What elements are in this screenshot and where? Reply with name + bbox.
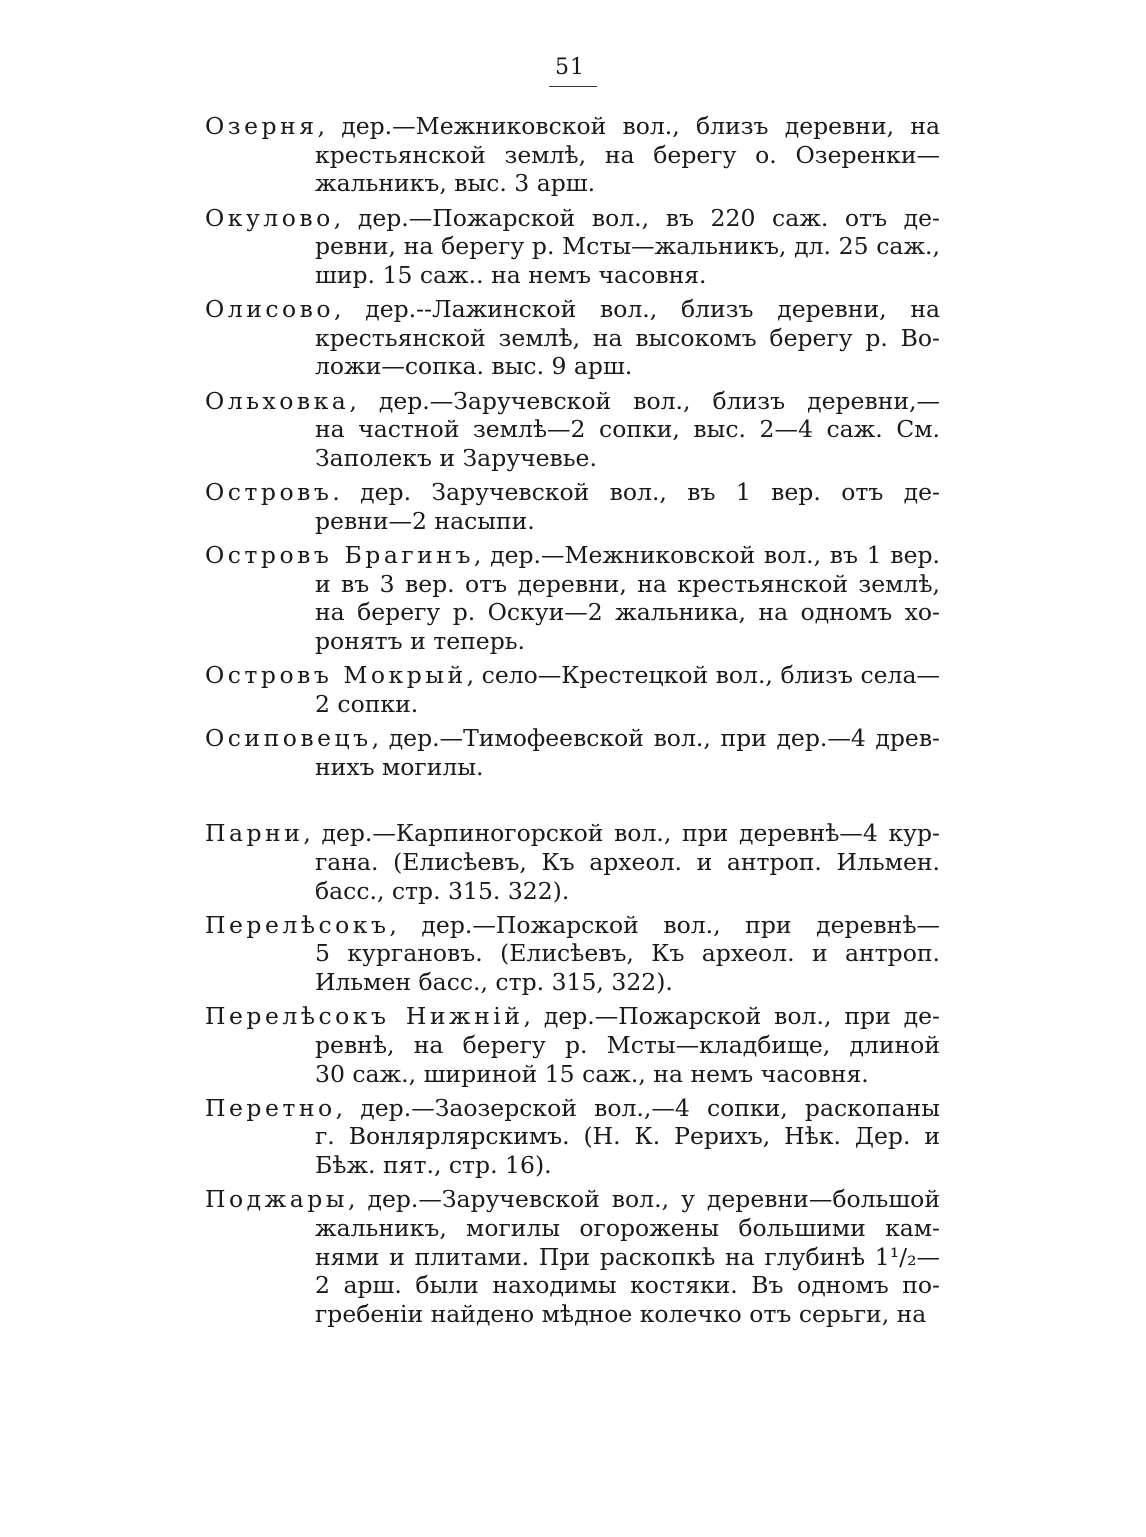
entry-line bbox=[205, 1002, 940, 1031]
entry-line bbox=[205, 939, 940, 968]
gazetteer-entry bbox=[205, 204, 940, 290]
entry-text: на частной землѣ—2 сопки, выс. 2—4 саж. См. bbox=[315, 415, 940, 444]
entry-line bbox=[205, 507, 940, 536]
entry-line bbox=[205, 1300, 940, 1329]
entry-text: ложи—сопка. выс. 9 арш. bbox=[315, 352, 633, 381]
entry-text: , дер.—Пожарской вол., при деревнѣ— bbox=[389, 910, 940, 939]
entry-text: нихъ могилы. bbox=[315, 752, 484, 781]
entry-line bbox=[205, 661, 940, 690]
entry-line bbox=[205, 295, 940, 324]
entry-text: на берегу р. Оскуи—2 жальника, на одномъ хо- bbox=[315, 598, 940, 627]
entry-text: гребеніи найдено мѣдное колечко отъ серьги, на bbox=[315, 1300, 927, 1329]
gazetteer-entry bbox=[205, 661, 940, 718]
entry-text: г. Вонлярлярскимъ. (Н. К. Рерихъ, Нѣк. Дер. и bbox=[315, 1122, 940, 1151]
entry-line bbox=[205, 232, 940, 261]
entry-text: Ильмен басс., стр. 315, 322). bbox=[315, 968, 673, 997]
entry-text: и въ 3 вер. отъ деревни, на крестьянской землѣ, bbox=[315, 569, 940, 598]
entry-line bbox=[205, 204, 940, 233]
entry-headword: Осиповецъ bbox=[205, 723, 372, 752]
entry-line bbox=[205, 261, 940, 290]
entry-line bbox=[205, 1122, 940, 1151]
entry-line bbox=[205, 169, 940, 198]
entry-line bbox=[205, 627, 940, 656]
entry-text: ревнѣ, на берегу р. Мсты—кладбище, длиной bbox=[315, 1030, 940, 1059]
entry-line bbox=[205, 753, 940, 782]
entry-text: ревни, на берегу р. Мсты—жальникъ, дл. 25 саж., bbox=[315, 232, 940, 261]
entry-headword: Ольховка bbox=[205, 386, 350, 415]
entry-text: гана. (Елисѣевъ, Къ археол. и антроп. Ильмен. bbox=[315, 847, 940, 876]
entry-text: крестьянской землѣ, на берегу о. Озеренки— bbox=[315, 140, 940, 169]
page-number-rule bbox=[549, 86, 597, 87]
entry-line bbox=[205, 724, 940, 753]
gazetteer-entry bbox=[205, 295, 940, 381]
entry-line bbox=[205, 1243, 940, 1272]
entry-text: жальникъ, могилы огорожены большими кам- bbox=[315, 1213, 940, 1242]
entry-text: Бѣж. пят., стр. 16). bbox=[315, 1151, 552, 1180]
entry-text: 30 саж., шириной 15 саж., на немъ часовня. bbox=[315, 1059, 869, 1088]
entry-text: , село—Крестецкой вол., близъ села— bbox=[466, 661, 940, 689]
entry-text: 5 кургановъ. (Елисѣевъ, Къ археол. и антроп. bbox=[315, 939, 940, 968]
entry-line bbox=[205, 324, 940, 353]
entry-text: , дер.—Карпиногорской вол., при деревнѣ—4 кур- bbox=[303, 819, 940, 848]
entry-headword: Перетно bbox=[205, 1093, 336, 1122]
entry-text: 2 сопки. bbox=[315, 689, 419, 718]
entry-text: , дер.—Пожарской вол., при де- bbox=[523, 1002, 940, 1031]
entry-headword: Островъ Мокрый bbox=[205, 661, 467, 689]
page-number: 51 bbox=[555, 55, 585, 80]
gazetteer-entry bbox=[205, 1094, 940, 1180]
gazetteer-entry bbox=[205, 478, 940, 535]
gazetteer-entries bbox=[205, 112, 940, 1334]
entry-line bbox=[205, 1151, 940, 1180]
entry-line bbox=[205, 690, 940, 719]
entry-line bbox=[205, 541, 940, 570]
entry-line bbox=[205, 1271, 940, 1300]
entry-line bbox=[205, 1214, 940, 1243]
entry-line bbox=[205, 968, 940, 997]
entry-headword: Озерня bbox=[205, 112, 318, 140]
entry-text: жальникъ, выс. 3 арш. bbox=[315, 169, 596, 198]
entry-text: , дер.—Межниковской вол., близъ деревни, на bbox=[317, 112, 940, 140]
gazetteer-entry bbox=[205, 541, 940, 656]
entry-text: . дер. Заручевской вол., въ 1 вер. отъ де- bbox=[332, 478, 940, 506]
entry-line bbox=[205, 1185, 940, 1214]
gazetteer-entry bbox=[205, 112, 940, 198]
gazetteer-entry bbox=[205, 911, 940, 997]
entry-text: Заполекъ и Заручевье. bbox=[315, 443, 597, 472]
entry-text: , дер.—Пожарской вол., въ 220 саж. отъ де- bbox=[333, 203, 940, 232]
entry-headword: Поджары bbox=[205, 1185, 348, 1214]
entry-line bbox=[205, 1060, 940, 1089]
entry-headword: Островъ bbox=[205, 478, 333, 506]
entry-line bbox=[205, 352, 940, 381]
entry-headword: Перелѣсокъ Нижній bbox=[205, 1002, 524, 1031]
entry-text: крестьянской землѣ, на высокомъ берегу р. Во- bbox=[315, 323, 940, 352]
entry-line bbox=[205, 415, 940, 444]
entry-line bbox=[205, 1031, 940, 1060]
entry-line bbox=[205, 570, 940, 599]
entry-line bbox=[205, 819, 940, 848]
entry-text: , дер.—Межниковской вол., въ 1 вер. bbox=[473, 540, 940, 569]
entry-text: , дер.—Тимофеевской вол., при дер.—4 древ- bbox=[371, 723, 940, 752]
entry-text: ронятъ и теперь. bbox=[315, 626, 526, 655]
entry-headword: Островъ Брагинъ bbox=[205, 540, 474, 569]
entry-line bbox=[205, 112, 940, 141]
entry-headword: Окулово bbox=[205, 203, 334, 232]
gazetteer-entry bbox=[205, 387, 940, 473]
entry-text: , дер.--Лажинской вол., близъ деревни, на bbox=[334, 295, 940, 323]
entry-text: 2 арш. были находимы костяки. Въ одномъ по- bbox=[315, 1271, 940, 1300]
entry-line bbox=[205, 848, 940, 877]
entry-headword: Олисово bbox=[205, 295, 335, 323]
entry-line bbox=[205, 598, 940, 627]
entry-text: , дер.—Заозерской вол.,—4 сопки, раскопаны bbox=[335, 1093, 940, 1122]
entry-text: нями и плитами. При раскопкѣ на глубинѣ 1¹/₂— bbox=[315, 1242, 940, 1271]
entry-text: , дер.—Заручевской вол., близъ деревни,— bbox=[349, 386, 940, 415]
entry-line bbox=[205, 141, 940, 170]
entry-text: , дер.—Заручевской вол., у деревни—большой bbox=[348, 1185, 940, 1214]
entry-line bbox=[205, 387, 940, 416]
gazetteer-entry bbox=[205, 724, 940, 781]
entry-line bbox=[205, 1094, 940, 1123]
entry-headword: Парни bbox=[205, 819, 304, 848]
entry-line bbox=[205, 478, 940, 507]
gazetteer-entry bbox=[205, 819, 940, 905]
entry-text: шир. 15 саж.. на немъ часовня. bbox=[315, 260, 707, 289]
entry-line bbox=[205, 911, 940, 940]
entry-line bbox=[205, 444, 940, 473]
gazetteer-entry bbox=[205, 1185, 940, 1329]
entry-text: басс., стр. 315. 322). bbox=[315, 876, 570, 905]
entry-text: ревни—2 насыпи. bbox=[315, 506, 535, 535]
gazetteer-entry bbox=[205, 1002, 940, 1088]
entry-line bbox=[205, 877, 940, 906]
entry-headword: Перелѣсокъ bbox=[205, 910, 390, 939]
